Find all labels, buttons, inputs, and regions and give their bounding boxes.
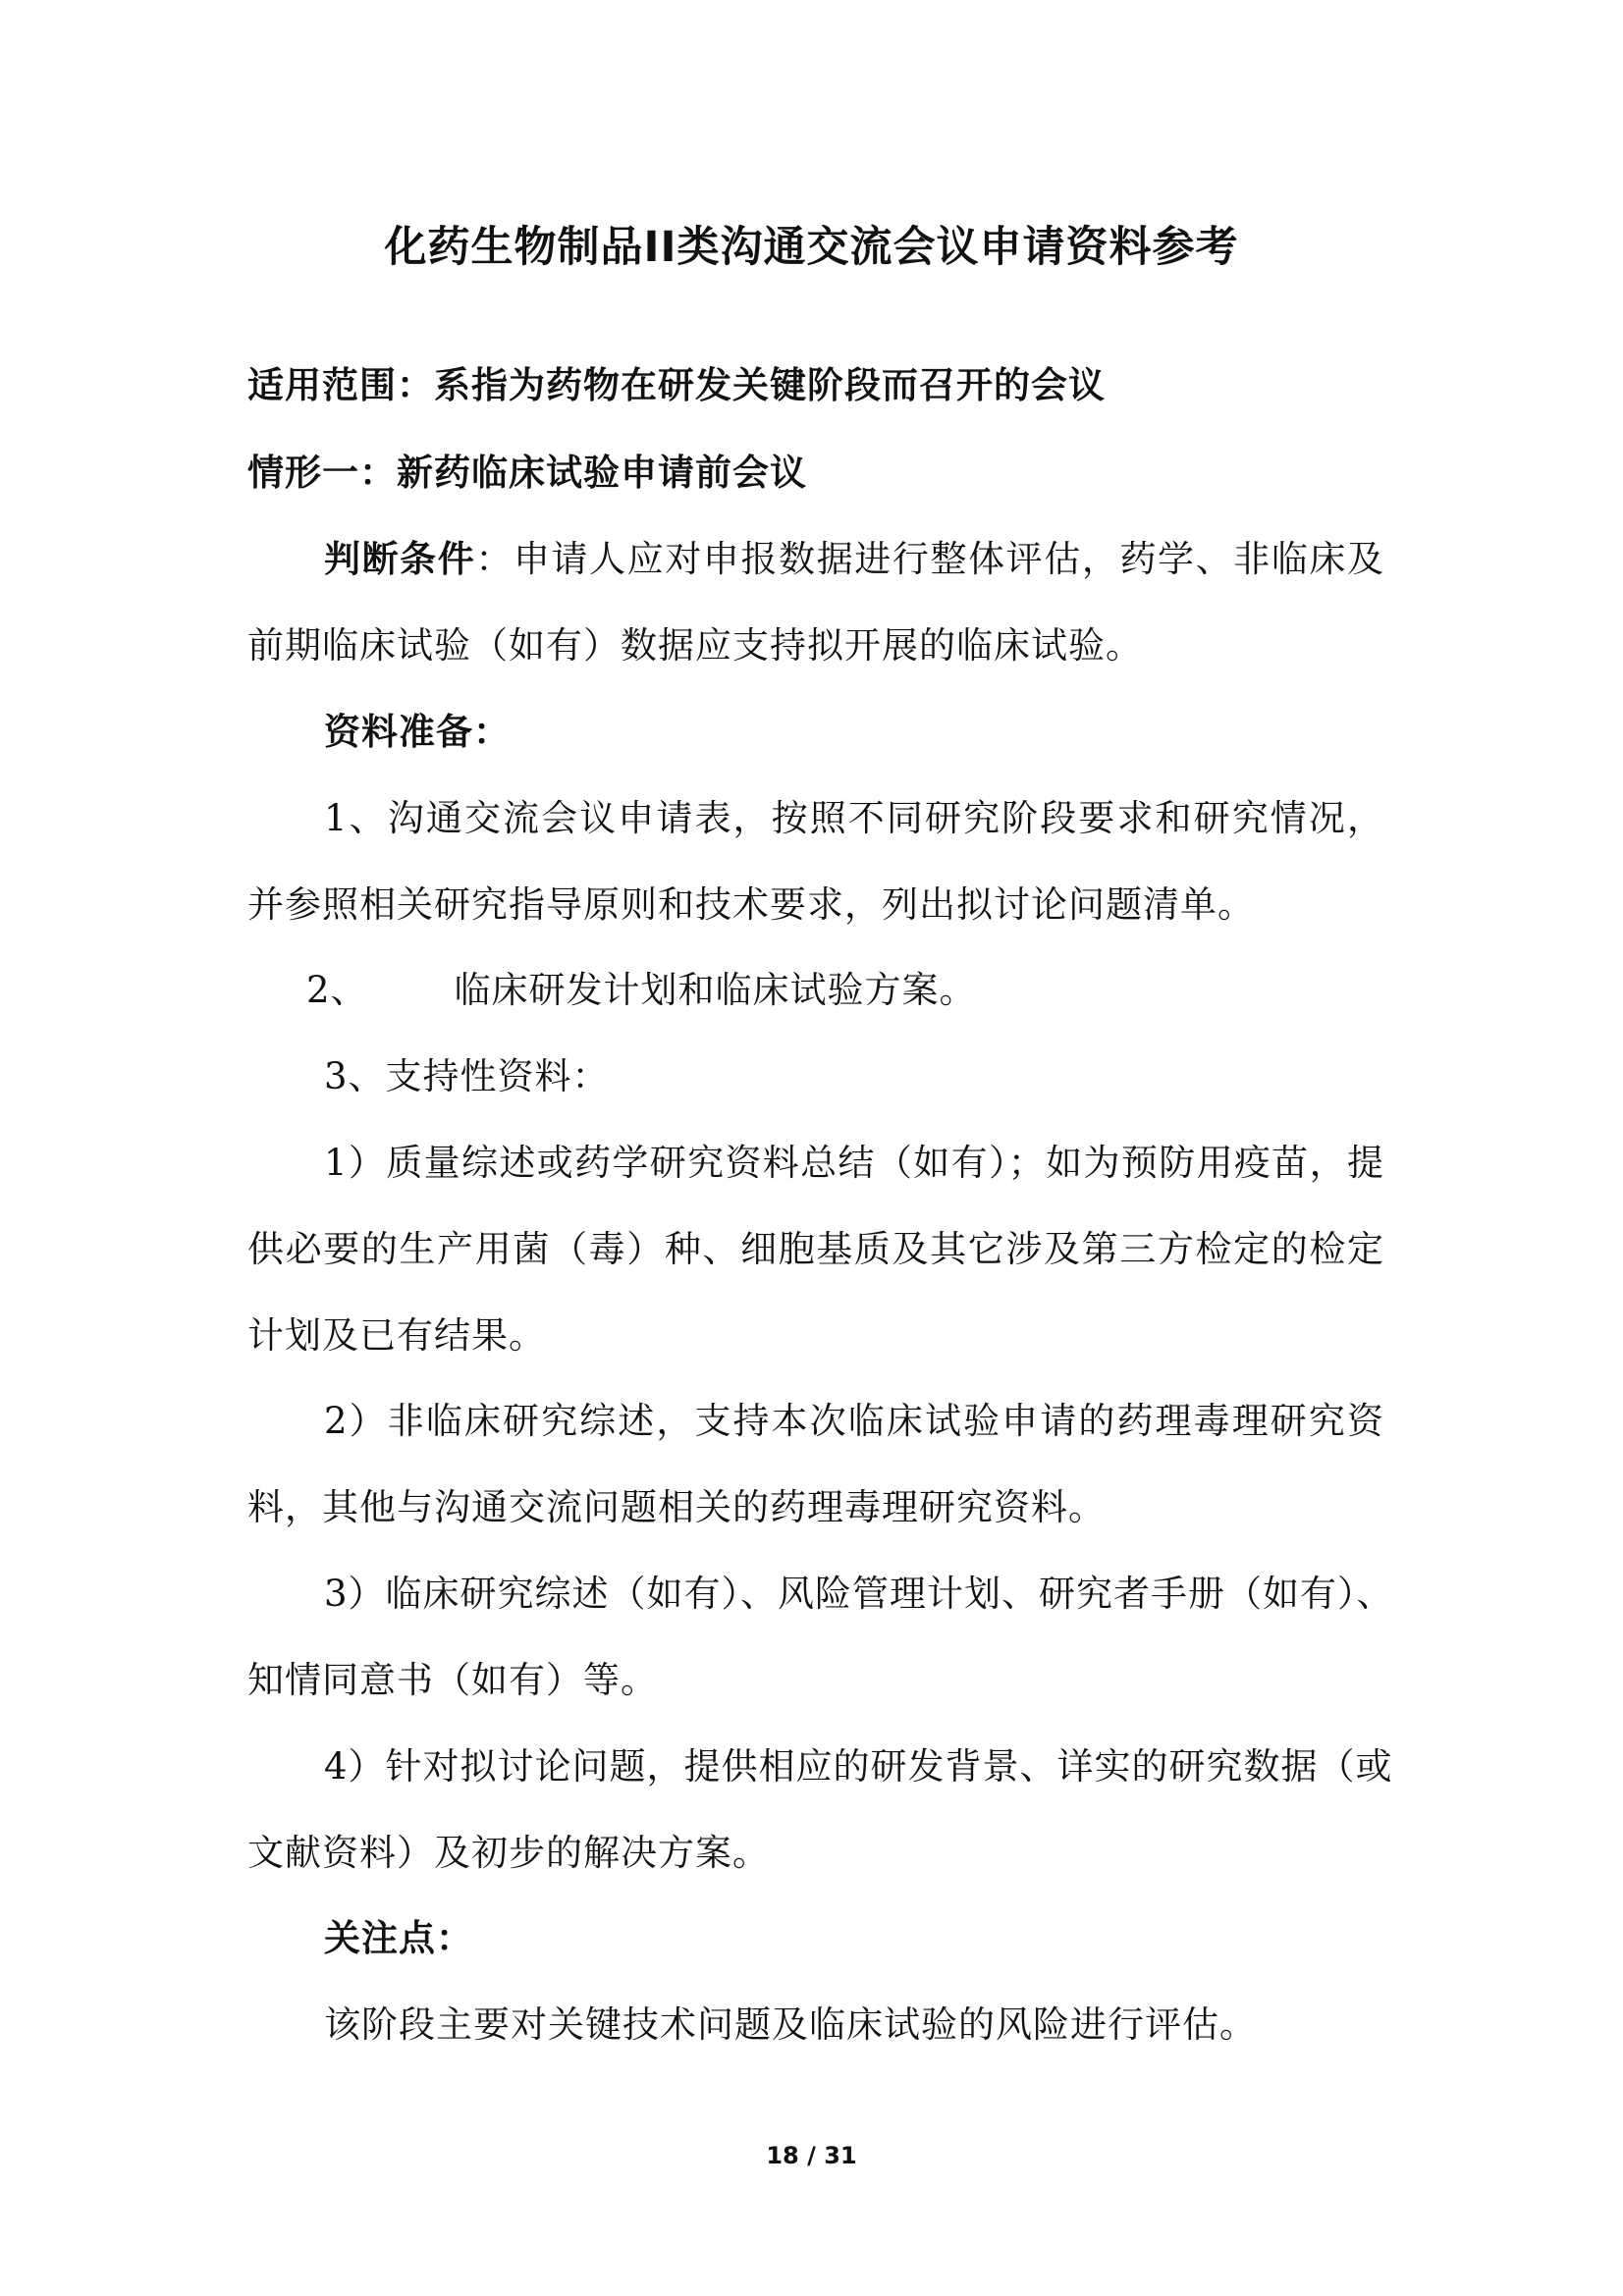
scope-heading: 适用范围：系指为药物在研发关键阶段而召开的会议 (247, 364, 1106, 406)
sub4-line-2: 文献资料）及初步的解决方案。 (247, 1832, 770, 1874)
sub1-line-3: 计划及已有结果。 (247, 1314, 546, 1357)
focus-heading: 关注点： (324, 1917, 473, 1959)
item2-line (306, 965, 977, 1016)
sub3-line-2: 知情同意书（如有）等。 (247, 1659, 658, 1701)
judgment-line-2: 前期临床试验（如有）数据应支持拟开展的临床试验。 (247, 624, 1143, 667)
sub1-line-2: 供必要的生产用菌（毒）种、细胞基质及其它涉及第三方检定的检定 (247, 1228, 1384, 1270)
sub2-line-2: 料，其他与沟通交流问题相关的药理毒理研究资料。 (247, 1486, 1106, 1528)
page-number: 18 / 31 (766, 2142, 857, 2169)
item2-number: 2、 (306, 969, 368, 1011)
document-title: 化药生物制品II类沟通交流会议申请资料参考 (384, 223, 1239, 272)
item1-line-1: 1、沟通交流会议申请表，按照不同研究阶段要求和研究情况， (324, 797, 1384, 839)
judgment-label: 判断条件 (324, 538, 476, 580)
case1-heading: 情形一：新药临床试验申请前会议 (247, 452, 807, 494)
item3-line: 3、支持性资料： (324, 1055, 610, 1097)
materials-heading: 资料准备： (324, 711, 511, 753)
sub1-line-1: 1）质量综述或药学研究资料总结（如有）；如为预防用疫苗，提 (324, 1142, 1384, 1184)
sub2-line-1: 2）非临床研究综述，支持本次临床试验申请的药理毒理研究资 (324, 1400, 1384, 1442)
focus-text: 该阶段主要对关键技术问题及临床试验的风险进行评估。 (324, 2003, 1257, 2046)
judgment-line-1 (324, 534, 1384, 585)
item1-line-2: 并参照相关研究指导原则和技术要求，列出拟讨论问题清单。 (247, 883, 1255, 926)
sub3-line-1: 3）临床研究综述（如有）、风险管理计划、研究者手册（如有）、 (324, 1573, 1394, 1615)
judgment-text-1: ：申请人应对申报数据进行整体评估，药学、非临床及 (475, 538, 1385, 580)
sub4-line-1: 4）针对拟讨论问题，提供相应的研发背景、详实的研究数据（或 (324, 1745, 1393, 1788)
item2-text: 临床研发计划和临床试验方案。 (454, 969, 977, 1011)
